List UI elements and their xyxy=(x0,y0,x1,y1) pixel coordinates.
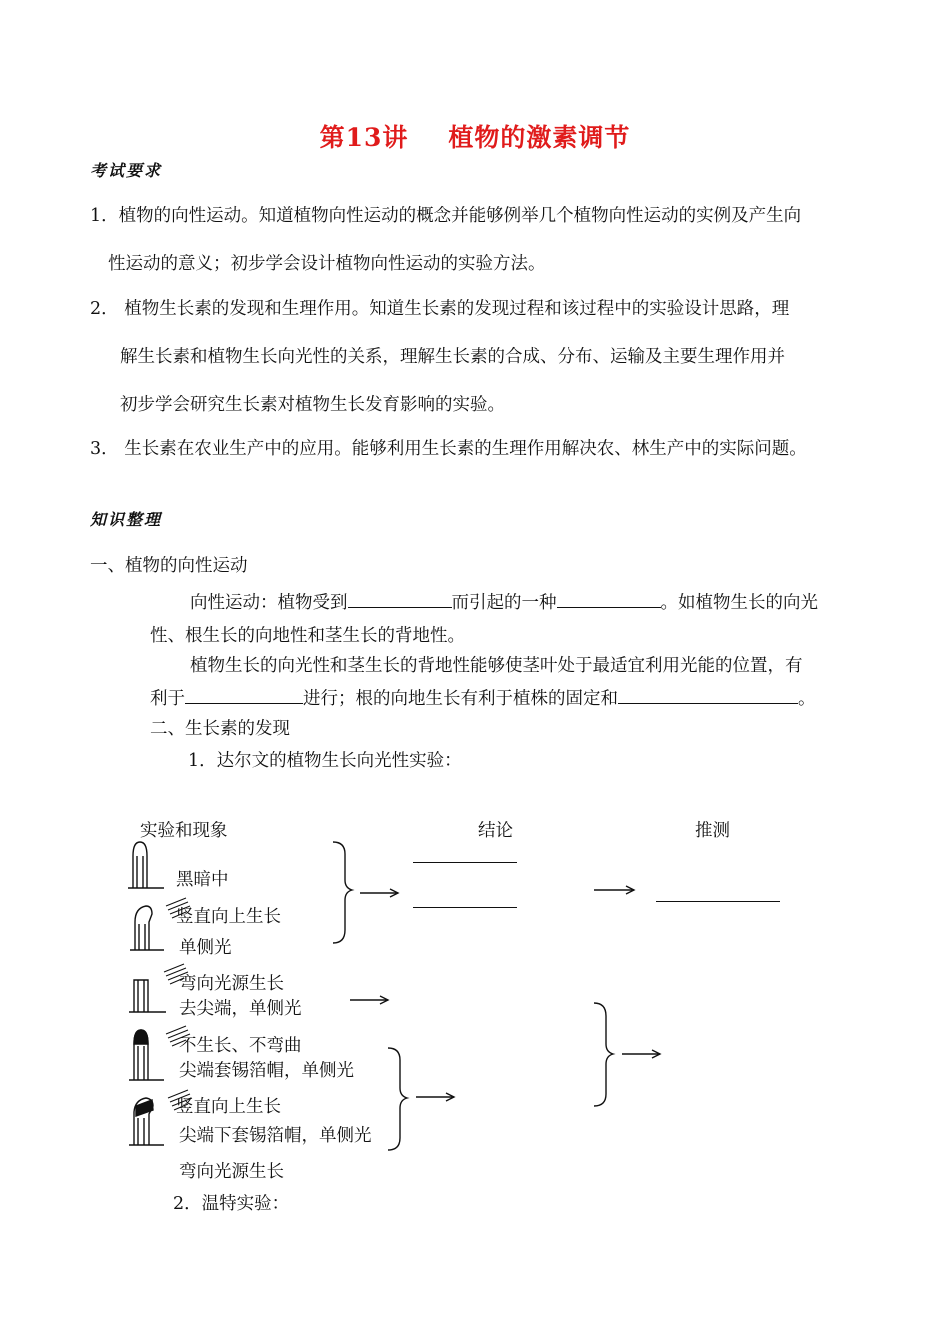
label-foil-below: 尖端下套锡箔帽，单侧光 xyxy=(179,1126,372,1146)
label-no-growth: 不生长、不弯曲 xyxy=(179,1036,302,1056)
went-experiment-heading: 2．温特实验： xyxy=(173,1194,290,1214)
coleoptile-foil-cap xyxy=(129,1030,164,1080)
light-rays-icon xyxy=(166,1026,190,1046)
arrow-icon xyxy=(360,889,398,897)
brace-2 xyxy=(388,1048,407,1150)
label-one-side-light: 单侧光 xyxy=(179,938,232,958)
darwin-experiment-heading: 1．达尔文的植物生长向光性实验： xyxy=(188,751,462,771)
label-no-tip: 去尖端，单侧光 xyxy=(179,999,302,1019)
paragraph-2-line-1: 植物生长的向光性和茎生长的背地性能够使茎叶处于最适宜利用光能的位置，有 xyxy=(190,656,803,676)
label-upright-2: 竖直向上生长 xyxy=(176,1097,281,1117)
coleoptile-no-tip xyxy=(129,980,166,1012)
column-experiment: 实验和现象 xyxy=(140,821,228,841)
column-conclusion: 结论 xyxy=(478,821,513,841)
column-speculation: 推测 xyxy=(695,821,730,841)
brace-1 xyxy=(333,842,352,943)
paragraph-1-line-2: 性、根生长的向地性和茎生长的背地性。 xyxy=(150,626,465,646)
arrow-icon xyxy=(594,886,634,894)
requirement-2-line-2: 解生长素和植物生长向光性的关系，理解生长素的合成、分布、运输及主要生理作用并 xyxy=(120,347,785,367)
label-dark: 黑暗中 xyxy=(176,870,229,890)
lecture-topic: 植物的激素调节 xyxy=(448,123,631,152)
paragraph-2-line-2: 利于 进行；根的向地生长有利于植株的固定和 。 xyxy=(150,685,816,710)
requirement-1-line-2: 性运动的意义；初步学会设计植物向性运动的实验方法。 xyxy=(108,254,546,274)
requirement-3-line-1: 3． 生长素在农业生产中的应用。能够利用生长素的生理作用解决农、林生产中的实际问题。 xyxy=(90,439,807,459)
label-upright-1: 竖直向上生长 xyxy=(176,907,281,927)
exam-requirements-heading: 考试要求 xyxy=(90,161,163,180)
paragraph-1-line-1: 向性运动：植物受到 而引起的一种 。如植物生长的向光 xyxy=(190,589,818,614)
coleoptile-dark xyxy=(128,842,164,888)
lecture-number: 第13讲 xyxy=(319,123,409,152)
requirement-1-line-1: 1．植物的向性运动。知道植物向性运动的概念并能够例举几个植物向性运动的实例及产生向 xyxy=(90,206,802,226)
knowledge-heading: 知识整理 xyxy=(90,510,163,529)
label-bend-1: 弯向光源生长 xyxy=(179,974,284,994)
arrow-icon xyxy=(622,1050,660,1058)
light-rays-icon xyxy=(164,964,188,984)
brace-3 xyxy=(594,1003,613,1106)
section-2-heading: 二、生长素的发现 xyxy=(150,719,290,739)
requirement-2-line-3: 初步学会研究生长素对植物生长发育影响的实验。 xyxy=(120,395,505,415)
light-rays-icon xyxy=(168,1090,192,1110)
light-rays-icon xyxy=(166,898,190,918)
label-bend-2: 弯向光源生长 xyxy=(179,1162,284,1182)
coleoptile-light-bending xyxy=(130,906,164,950)
section-1-heading: 一、植物的向性运动 xyxy=(90,556,248,576)
requirement-2-line-1: 2． 植物生长素的发现和生理作用。知道生长素的发现过程和该过程中的实验设计思路，理 xyxy=(90,299,790,319)
arrow-icon xyxy=(350,996,388,1004)
label-foil-cap: 尖端套锡箔帽，单侧光 xyxy=(179,1061,354,1081)
arrow-icon xyxy=(416,1093,454,1101)
coleoptile-foil-below-tip xyxy=(129,1098,164,1145)
